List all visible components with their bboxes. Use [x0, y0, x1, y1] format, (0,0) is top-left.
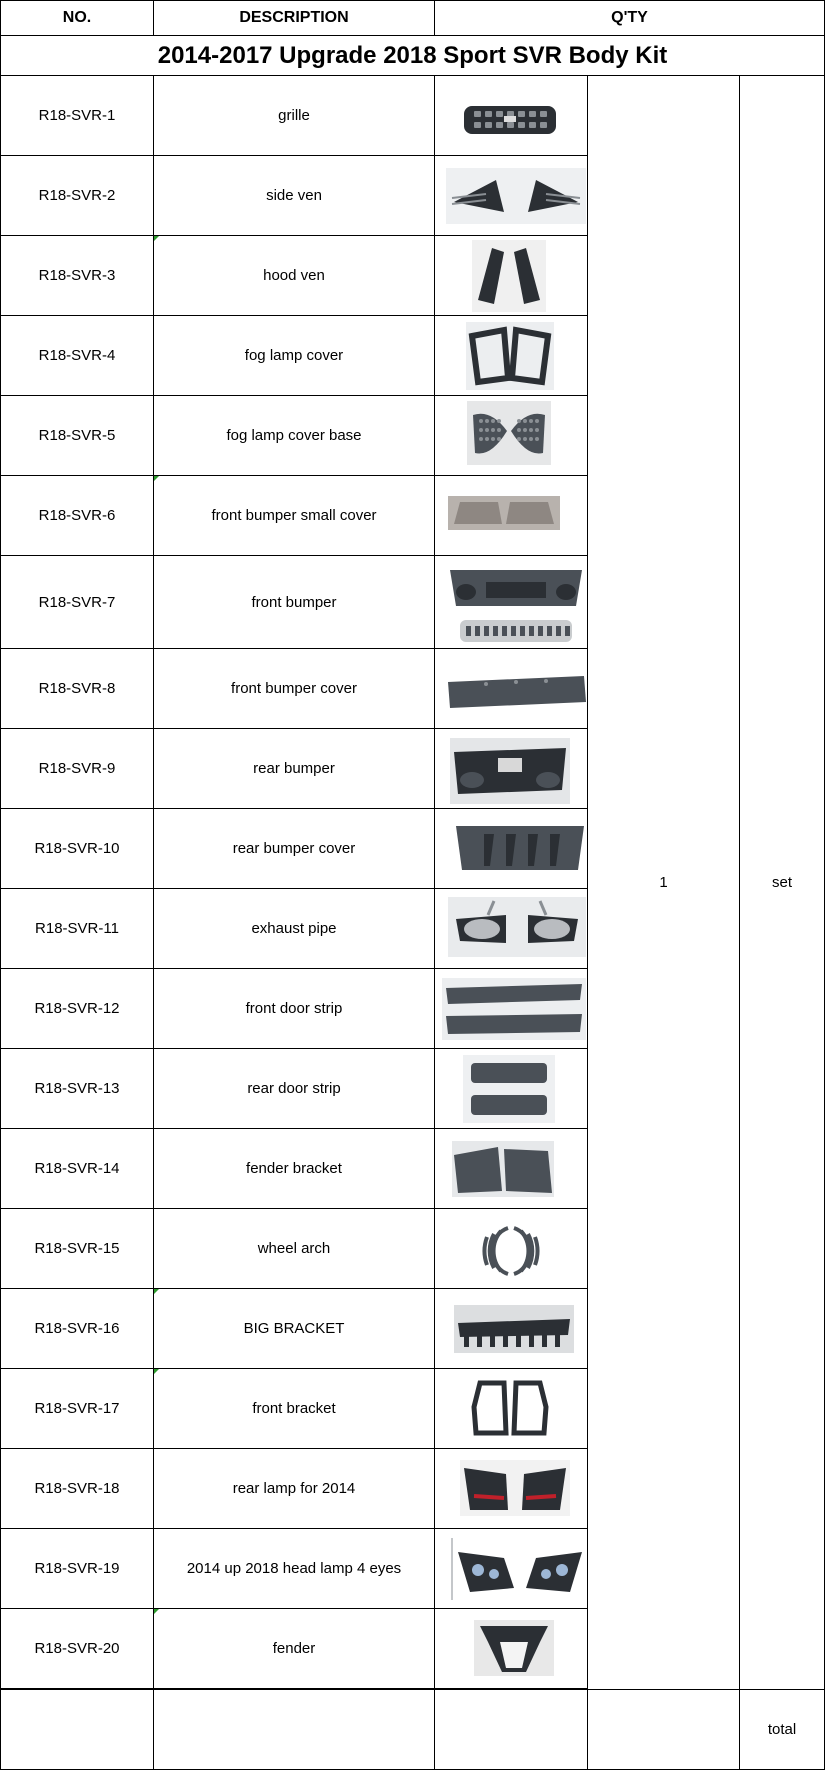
side-vent-photo: [446, 168, 586, 224]
rear-lamp-photo: [460, 1460, 570, 1516]
part-number: R18-SVR-12: [34, 1000, 120, 1017]
part-description: fog lamp cover: [244, 347, 344, 364]
part-description: front bracket: [252, 1400, 336, 1417]
rear-bumper-cover-photo: [454, 820, 586, 876]
grid-line-horizontal: [0, 1688, 588, 1689]
part-number: R18-SVR-18: [34, 1480, 120, 1497]
part-number: R18-SVR-8: [38, 680, 116, 697]
part-description: fender bracket: [246, 1160, 342, 1177]
part-number: R18-SVR-14: [34, 1160, 120, 1177]
part-number: R18-SVR-6: [38, 507, 116, 524]
header-no: NO.: [62, 9, 92, 26]
part-number: R18-SVR-7: [38, 593, 116, 611]
part-number: R18-SVR-10: [34, 840, 120, 857]
big-bracket-photo: [454, 1305, 574, 1353]
part-description: BIG BRACKET: [243, 1320, 345, 1337]
cell-comment-marker: [154, 1609, 159, 1614]
part-description: rear bumper: [253, 760, 335, 777]
total-label: total: [767, 1721, 797, 1738]
part-number: R18-SVR-4: [38, 347, 116, 364]
part-number: R18-SVR-19: [34, 1560, 120, 1577]
qty-value: 1: [659, 874, 668, 891]
cell-comment-marker: [154, 236, 159, 241]
part-number: R18-SVR-9: [38, 760, 116, 777]
part-description: fender: [272, 1640, 316, 1657]
part-description: hood ven: [263, 267, 325, 284]
part-number: R18-SVR-3: [38, 267, 116, 284]
front-bumper-photo: [446, 562, 586, 648]
front-door-strip-photo: [442, 978, 586, 1040]
head-lamp-photo: [450, 1538, 586, 1600]
exhaust-pipe-photo: [448, 897, 586, 957]
small-cover-photo: [448, 496, 560, 530]
grid-line-horizontal: [0, 1689, 825, 1690]
part-number: R18-SVR-15: [34, 1240, 120, 1257]
fender-photo: [474, 1620, 554, 1676]
grid-line-vertical: [434, 75, 435, 1770]
part-number: R18-SVR-2: [38, 187, 116, 204]
part-number: R18-SVR-11: [35, 920, 119, 937]
part-description: fog lamp cover base: [226, 427, 362, 444]
part-number: R18-SVR-16: [34, 1320, 120, 1337]
part-description: 2014 up 2018 head lamp 4 eyes: [186, 1560, 402, 1577]
part-description: front bumper cover: [231, 680, 357, 697]
part-description: exhaust pipe: [251, 920, 337, 937]
table-title: 2014-2017 Upgrade 2018 Sport SVR Body Kit: [157, 41, 668, 69]
header-description: DESCRIPTION: [239, 9, 349, 26]
header-qty: Q'TY: [611, 9, 648, 26]
fog-lamp-cover-photo: [466, 322, 554, 390]
front-bracket-photo: [470, 1377, 550, 1437]
hood-vent-photo: [472, 240, 546, 312]
grille-photo: [460, 98, 560, 140]
part-description: front bumper small cover: [211, 507, 377, 524]
fender-bracket-photo: [452, 1141, 554, 1197]
part-description: rear door strip: [247, 1080, 341, 1097]
part-number: R18-SVR-1: [38, 107, 116, 124]
part-description: front bumper: [251, 593, 337, 611]
front-bumper-cover-photo: [446, 668, 586, 710]
cell-comment-marker: [154, 1289, 159, 1294]
unit-value: set: [771, 874, 792, 891]
cell-comment-marker: [154, 476, 159, 481]
part-description: rear bumper cover: [232, 840, 356, 857]
wheel-arch-photo: [474, 1218, 548, 1284]
part-description: front door strip: [245, 1000, 343, 1017]
part-number: R18-SVR-13: [34, 1080, 120, 1097]
part-number: R18-SVR-20: [34, 1640, 120, 1657]
part-number: R18-SVR-5: [38, 427, 116, 444]
rear-door-strip-photo: [463, 1055, 555, 1123]
part-description: wheel arch: [257, 1240, 331, 1257]
part-description: rear lamp for 2014: [232, 1480, 356, 1497]
fog-lamp-base-photo: [467, 401, 551, 465]
cell-comment-marker: [154, 1369, 159, 1374]
part-description: grille: [278, 107, 310, 124]
rear-bumper-photo: [450, 738, 570, 804]
part-number: R18-SVR-17: [34, 1400, 120, 1417]
part-description: side ven: [266, 187, 322, 204]
